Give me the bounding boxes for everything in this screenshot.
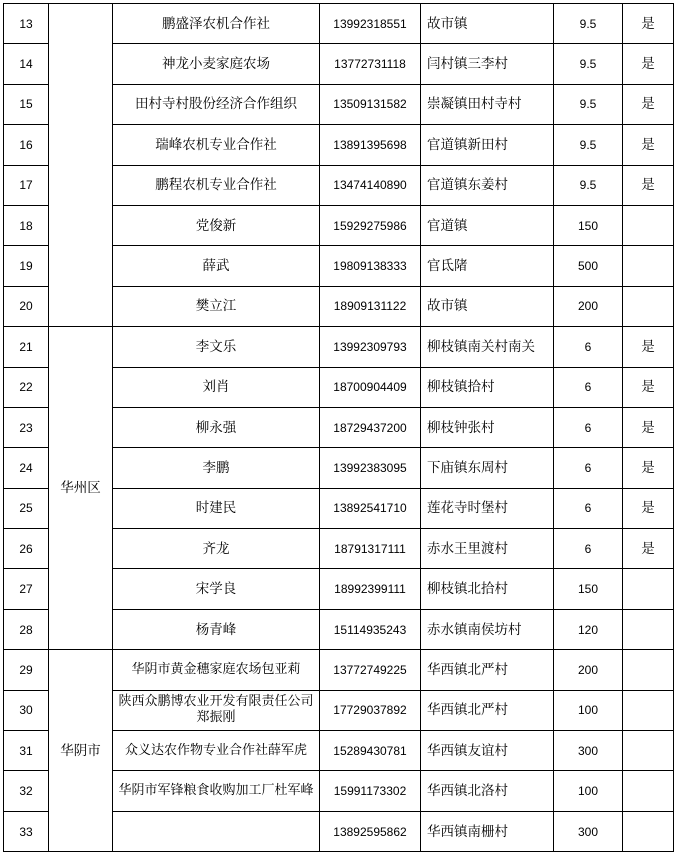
phone-number: 13891395698 xyxy=(320,125,421,165)
entity-name: 神龙小麦家庭农场 xyxy=(113,44,320,84)
location: 官氐陼 xyxy=(421,246,554,286)
value: 100 xyxy=(554,771,623,811)
row-number: 18 xyxy=(4,205,49,245)
value: 9.5 xyxy=(554,4,623,44)
location: 华西镇友谊村 xyxy=(421,731,554,771)
entity-name: 众义达农作物专业合作社薛军虎 xyxy=(113,731,320,771)
location: 华西镇北严村 xyxy=(421,690,554,730)
entity-name: 齐龙 xyxy=(113,529,320,569)
entity-name: 鹏盛泽农机合作社 xyxy=(113,4,320,44)
value: 200 xyxy=(554,650,623,690)
flag xyxy=(623,286,674,326)
value: 6 xyxy=(554,448,623,488)
value: 500 xyxy=(554,246,623,286)
phone-number: 18909131122 xyxy=(320,286,421,326)
entity-name: 宋学良 xyxy=(113,569,320,609)
phone-number: 13992309793 xyxy=(320,327,421,367)
phone-number: 15929275986 xyxy=(320,205,421,245)
value: 300 xyxy=(554,731,623,771)
location: 官道镇 xyxy=(421,205,554,245)
table-row xyxy=(4,327,674,367)
row-number: 16 xyxy=(4,125,49,165)
location: 莲花寺时堡村 xyxy=(421,488,554,528)
row-number: 19 xyxy=(4,246,49,286)
phone-number: 19809138333 xyxy=(320,246,421,286)
row-number: 31 xyxy=(4,731,49,771)
flag xyxy=(623,690,674,730)
location: 赤水王里渡村 xyxy=(421,529,554,569)
row-number: 13 xyxy=(4,4,49,44)
value: 100 xyxy=(554,690,623,730)
flag: 是 xyxy=(623,448,674,488)
row-number: 32 xyxy=(4,771,49,811)
location: 崇凝镇田村寺村 xyxy=(421,84,554,124)
phone-number: 15114935243 xyxy=(320,609,421,649)
entity-name: 李文乐 xyxy=(113,327,320,367)
entity-name: 柳永强 xyxy=(113,407,320,447)
phone-number: 15991173302 xyxy=(320,771,421,811)
location: 故市镇 xyxy=(421,286,554,326)
phone-number: 13772749225 xyxy=(320,650,421,690)
row-number: 30 xyxy=(4,690,49,730)
location: 官道镇东姜村 xyxy=(421,165,554,205)
entity-name: 杨青峰 xyxy=(113,609,320,649)
value: 200 xyxy=(554,286,623,326)
district-cell xyxy=(49,4,113,327)
location: 闫村镇三李村 xyxy=(421,44,554,84)
row-number: 25 xyxy=(4,488,49,528)
entity-name xyxy=(113,811,320,851)
flag xyxy=(623,205,674,245)
value: 6 xyxy=(554,488,623,528)
flag: 是 xyxy=(623,84,674,124)
flag: 是 xyxy=(623,44,674,84)
value: 6 xyxy=(554,407,623,447)
entity-name: 田村寺村股份经济合作组织 xyxy=(113,84,320,124)
row-number: 24 xyxy=(4,448,49,488)
row-number: 26 xyxy=(4,529,49,569)
phone-number: 13892541710 xyxy=(320,488,421,528)
phone-number: 13509131582 xyxy=(320,84,421,124)
row-number: 21 xyxy=(4,327,49,367)
value: 9.5 xyxy=(554,44,623,84)
flag: 是 xyxy=(623,327,674,367)
table-row xyxy=(4,650,674,690)
data-table xyxy=(3,3,674,852)
location: 华西镇北严村 xyxy=(421,650,554,690)
row-number: 15 xyxy=(4,84,49,124)
location: 柳枝镇南关村南关 xyxy=(421,327,554,367)
value: 150 xyxy=(554,205,623,245)
entity-name: 刘肖 xyxy=(113,367,320,407)
location: 华西镇南栅村 xyxy=(421,811,554,851)
value: 6 xyxy=(554,367,623,407)
location: 赤水镇南侯坊村 xyxy=(421,609,554,649)
entity-name: 华阴市黄金穗家庭农场包亚莉 xyxy=(113,650,320,690)
location: 柳枝镇拾村 xyxy=(421,367,554,407)
row-number: 22 xyxy=(4,367,49,407)
flag xyxy=(623,771,674,811)
location: 官道镇新田村 xyxy=(421,125,554,165)
flag xyxy=(623,609,674,649)
entity-name: 薛武 xyxy=(113,246,320,286)
row-number: 29 xyxy=(4,650,49,690)
flag: 是 xyxy=(623,488,674,528)
location: 华西镇北洛村 xyxy=(421,771,554,811)
row-number: 14 xyxy=(4,44,49,84)
value: 6 xyxy=(554,327,623,367)
flag: 是 xyxy=(623,4,674,44)
phone-number: 13992318551 xyxy=(320,4,421,44)
entity-name: 华阴市军锋粮食收购加工厂杜军峰 xyxy=(113,771,320,811)
flag xyxy=(623,650,674,690)
entity-name: 瑞峰农机专业合作社 xyxy=(113,125,320,165)
phone-number: 13474140890 xyxy=(320,165,421,205)
entity-name: 樊立江 xyxy=(113,286,320,326)
flag xyxy=(623,811,674,851)
flag: 是 xyxy=(623,407,674,447)
flag xyxy=(623,569,674,609)
phone-number: 15289430781 xyxy=(320,731,421,771)
phone-number: 13892595862 xyxy=(320,811,421,851)
row-number: 27 xyxy=(4,569,49,609)
flag: 是 xyxy=(623,125,674,165)
value: 300 xyxy=(554,811,623,851)
phone-number: 18729437200 xyxy=(320,407,421,447)
value: 150 xyxy=(554,569,623,609)
entity-name: 陕西众鹏博农业开发有限责任公司郑振刚 xyxy=(113,690,320,730)
location: 故市镇 xyxy=(421,4,554,44)
entity-name: 鹏程农机专业合作社 xyxy=(113,165,320,205)
phone-number: 13992383095 xyxy=(320,448,421,488)
value: 9.5 xyxy=(554,84,623,124)
value: 120 xyxy=(554,609,623,649)
row-number: 20 xyxy=(4,286,49,326)
flag: 是 xyxy=(623,529,674,569)
row-number: 17 xyxy=(4,165,49,205)
entity-name: 时建民 xyxy=(113,488,320,528)
phone-number: 18992399111 xyxy=(320,569,421,609)
district-cell: 华阴市 xyxy=(49,650,113,852)
row-number: 28 xyxy=(4,609,49,649)
location: 下庙镇东周村 xyxy=(421,448,554,488)
flag xyxy=(623,731,674,771)
phone-number: 17729037892 xyxy=(320,690,421,730)
phone-number: 18791317111 xyxy=(320,529,421,569)
location: 柳枝镇北拾村 xyxy=(421,569,554,609)
value: 9.5 xyxy=(554,165,623,205)
phone-number: 18700904409 xyxy=(320,367,421,407)
table-row xyxy=(4,4,674,44)
location: 柳枝钟张村 xyxy=(421,407,554,447)
entity-name: 李鹏 xyxy=(113,448,320,488)
row-number: 23 xyxy=(4,407,49,447)
row-number: 33 xyxy=(4,811,49,851)
value: 9.5 xyxy=(554,125,623,165)
district-cell: 华州区 xyxy=(49,327,113,650)
flag xyxy=(623,246,674,286)
flag: 是 xyxy=(623,165,674,205)
phone-number: 13772731118 xyxy=(320,44,421,84)
flag: 是 xyxy=(623,367,674,407)
value: 6 xyxy=(554,529,623,569)
entity-name: 党俊新 xyxy=(113,205,320,245)
